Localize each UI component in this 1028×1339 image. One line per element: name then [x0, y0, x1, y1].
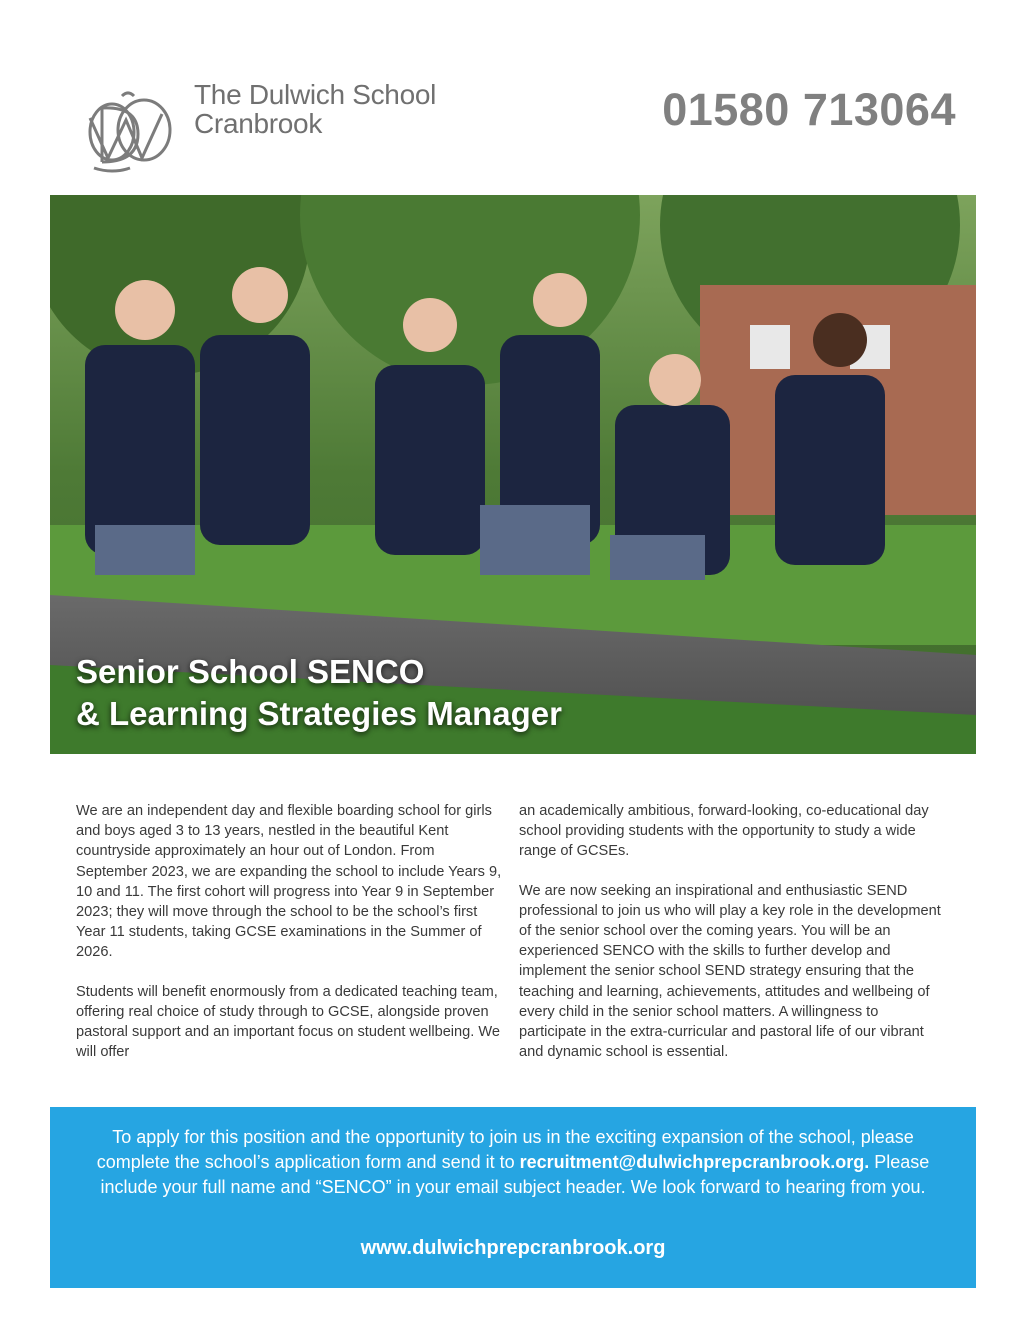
- school-name-line1: The Dulwich School: [194, 79, 437, 110]
- application-instructions: [90, 1125, 936, 1200]
- job-title-line1: Senior School SENCO: [76, 653, 425, 690]
- paragraph: an academically ambitious, forward-looking, co-educational day school providing students with the opportunity to study a wide range of GCSEs.: [519, 803, 929, 860]
- paragraph: We are now seeking an inspirational and enthusiastic SEND professional to join us who will play a key role in the development of the senior school over the coming years. You will be an experienced SENCO with the skills to further develop and implement the senior school SEND strategy ensuring that the teaching and learning, achievements, attitudes and wellbeing of every child in the senior school matters. A willingness to participate in the extra-curricular and pastoral life of our vibrant and dynamic school is essential.: [519, 882, 941, 1061]
- left-column: [76, 801, 506, 1081]
- application-banner: [50, 1107, 976, 1288]
- website-link[interactable]: www.dulwichprepcranbrook.org: [360, 1237, 666, 1259]
- right-column: [519, 801, 949, 1081]
- instructions-text-end: Please include your full name and “SENCO” in your email subject header. We look forward to hearing from you.: [100, 1152, 930, 1197]
- school-name-line2: Cranbrook: [194, 108, 323, 139]
- school-crest-logo: [82, 88, 176, 176]
- job-title-line2: & Learning Strategies Manager: [76, 695, 562, 732]
- header: [0, 0, 1028, 195]
- job-title: [76, 651, 562, 735]
- instructions-text: To apply for this position and the opportunity to join us in the exciting expansion of the school, please complete the school’s application form and send it to: [96, 1127, 914, 1172]
- hero-image: [50, 195, 976, 754]
- phone-number[interactable]: 01580 713064: [662, 84, 956, 135]
- school-name: [194, 80, 436, 138]
- paragraph: We are an independent day and flexible boarding school for girls and boys aged 3 to 13 years, nestled in the beautiful Kent countryside approximately an hour out of London. From September 2023, we are expanding the school to include Years 9, 10 and 11. The first cohort will progress into Year 9 in September 2023; they will move through the school to be the school’s first Year 11 students, taking GCSE examinations in the Summer of 2026.: [76, 803, 502, 961]
- paragraph: Students will benefit enormously from a dedicated teaching team, offering real choice of study through to GCSE, alongside proven pastoral support and an important focus on student wellbeing. We will offer: [76, 983, 501, 1061]
- recruitment-email-link[interactable]: recruitment@dulwichprepcranbrook.org.: [519, 1152, 870, 1172]
